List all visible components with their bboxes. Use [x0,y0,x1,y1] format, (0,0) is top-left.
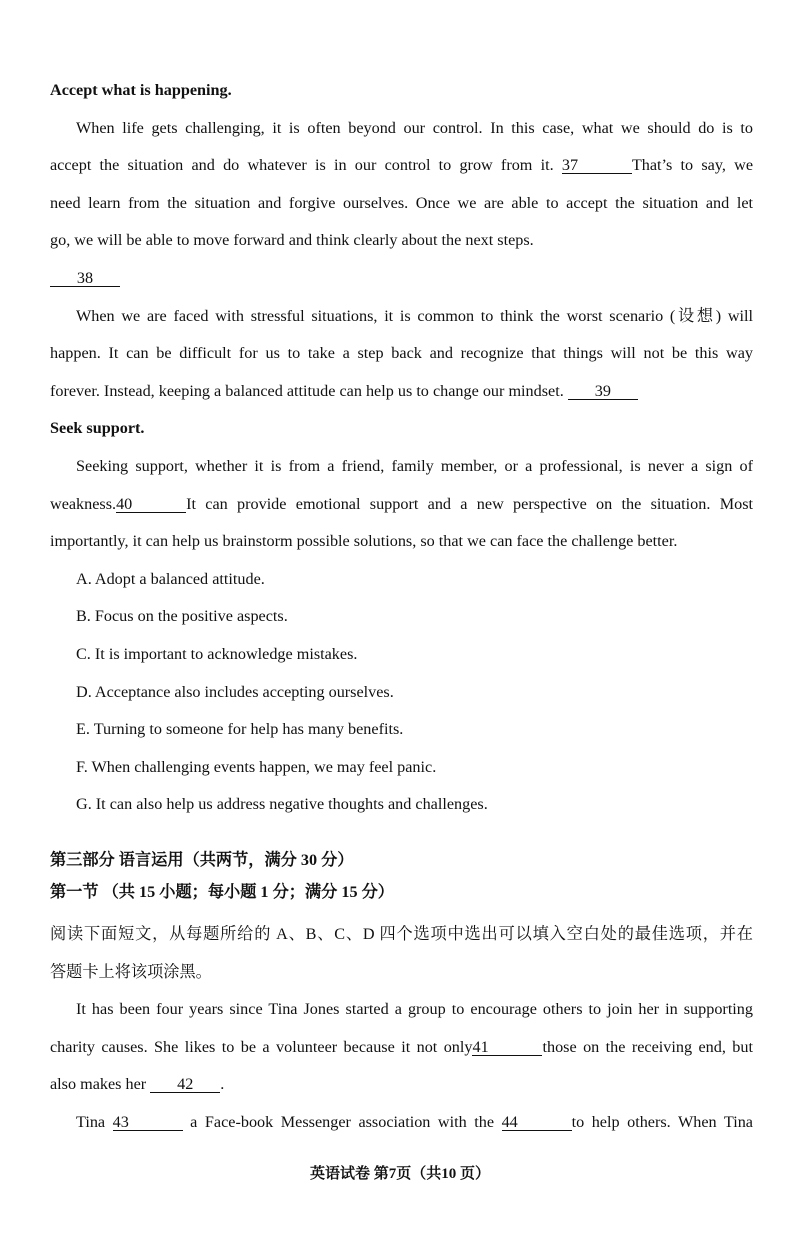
text-line [50,486,753,524]
text-line [50,523,753,561]
reading-passage-seven-choose-five [50,72,753,824]
text-segment: those on the receiving end, but [542,1037,753,1056]
text-segment: It has been four years since Tina Jones started a group to encourage others to join her in supporting [76,1000,753,1018]
text-segment: happen. It can be difficult for us to take a step back and recognize that things will not be this way [50,344,753,363]
text-line [50,335,753,373]
answer-blank-37: 37 [562,157,632,174]
text-segment: E. Turning to someone for help has many benefits. [76,720,404,739]
text-segment: 第一节 （共 15 小题；每小题 1 分；满分 15 分） [50,883,394,901]
text-segment: accept the situation and do whatever is in our control to grow from it. [50,156,562,175]
text-segment: G. It can also help us address negative thoughts and challenges. [76,795,488,814]
instructions [50,915,753,991]
text-line [50,448,753,486]
text-segment: also makes her [50,1075,151,1094]
text-segment: a Face-book Messenger association with the [182,1112,502,1131]
answer-blank-40: 40 [116,496,186,513]
text-segment: 第三部分 语言运用（共两节，满分 30 分） [50,851,354,869]
text-segment: When life gets challenging, it is often beyond our control. In this case, what we should do is to [76,118,753,137]
text-segment: . [220,1075,225,1094]
section-headings [50,844,753,908]
heading-line [50,844,753,876]
option-line [50,598,753,636]
option-line [50,749,753,787]
option-line [50,636,753,674]
text-segment: C. It is important to acknowledge mistakes. [76,644,358,663]
text-segment: need learn from the situation and forgive ourselves. Once we are able to accept the situation and let [50,193,753,212]
text-segment: forever. Instead, keeping a balanced attitude can help us to change our mindset. [50,381,568,400]
text-line [50,185,753,223]
option-line [50,711,753,749]
answer-blank-44: 44 [502,1114,572,1131]
cloze-passage [50,991,753,1141]
text-segment: A. Adopt a balanced attitude. [76,569,265,588]
text-line [50,991,753,1029]
text-segment: It can provide emotional support and a new perspective on the situation. Most [186,494,753,513]
text-segment: importantly, it can help us brainstorm possible solutions, so that we can face the challenge better. [50,532,678,551]
text-segment: weakness. [50,494,117,513]
option-line [50,674,753,712]
answer-blank-38: 38 [50,270,120,287]
text-line [50,1029,753,1067]
text-line [50,915,753,953]
option-line [50,786,753,824]
text-line [50,222,753,260]
text-segment: go, we will be able to move forward and think clearly about the next steps. [50,231,534,250]
text-segment: Accept what is happening. [50,81,232,99]
text-line [50,298,753,336]
answer-blank-43: 43 [113,1114,183,1131]
text-segment: F. When challenging events happen, we may feel panic. [76,757,437,776]
text-segment: That’s to say, we [631,156,753,175]
text-segment: When we are faced with stressful situations, it is common to think the worst scenario (设想) will [76,306,753,325]
text-line [50,260,753,298]
text-segment: 答题卡上将该项涂黑。 [50,963,212,981]
text-line [50,147,753,185]
answer-blank-39: 39 [568,383,638,400]
page-footer: 英语试卷 第7页（共10 页） [309,1166,490,1182]
answer-blank-41: 41 [472,1039,542,1056]
text-segment: Seeking support, whether it is from a friend, family member, or a professional, is never a sign of [76,456,753,475]
heading-line [50,72,753,110]
text-segment: B. Focus on the positive aspects. [76,607,288,626]
text-line [50,373,753,411]
text-segment: 阅读下面短文，从每题所给的 A、B、C、D 四个选项中选出可以填入空白处的最佳选项，并在 [50,925,753,943]
text-line [50,1104,753,1142]
answer-blank-42: 42 [150,1076,220,1093]
heading-line [50,876,753,908]
text-segment: Seek support. [50,419,145,438]
option-line [50,561,753,599]
text-line [50,110,753,148]
text-segment: charity causes. She likes to be a volunteer because it not only [50,1037,473,1056]
text-segment: to help others. When Tina [571,1112,753,1131]
heading-line [50,410,753,448]
text-line [50,953,753,991]
text-segment: D. Acceptance also includes accepting ourselves. [76,682,394,701]
text-line [50,1066,753,1104]
text-segment: Tina [76,1112,113,1131]
